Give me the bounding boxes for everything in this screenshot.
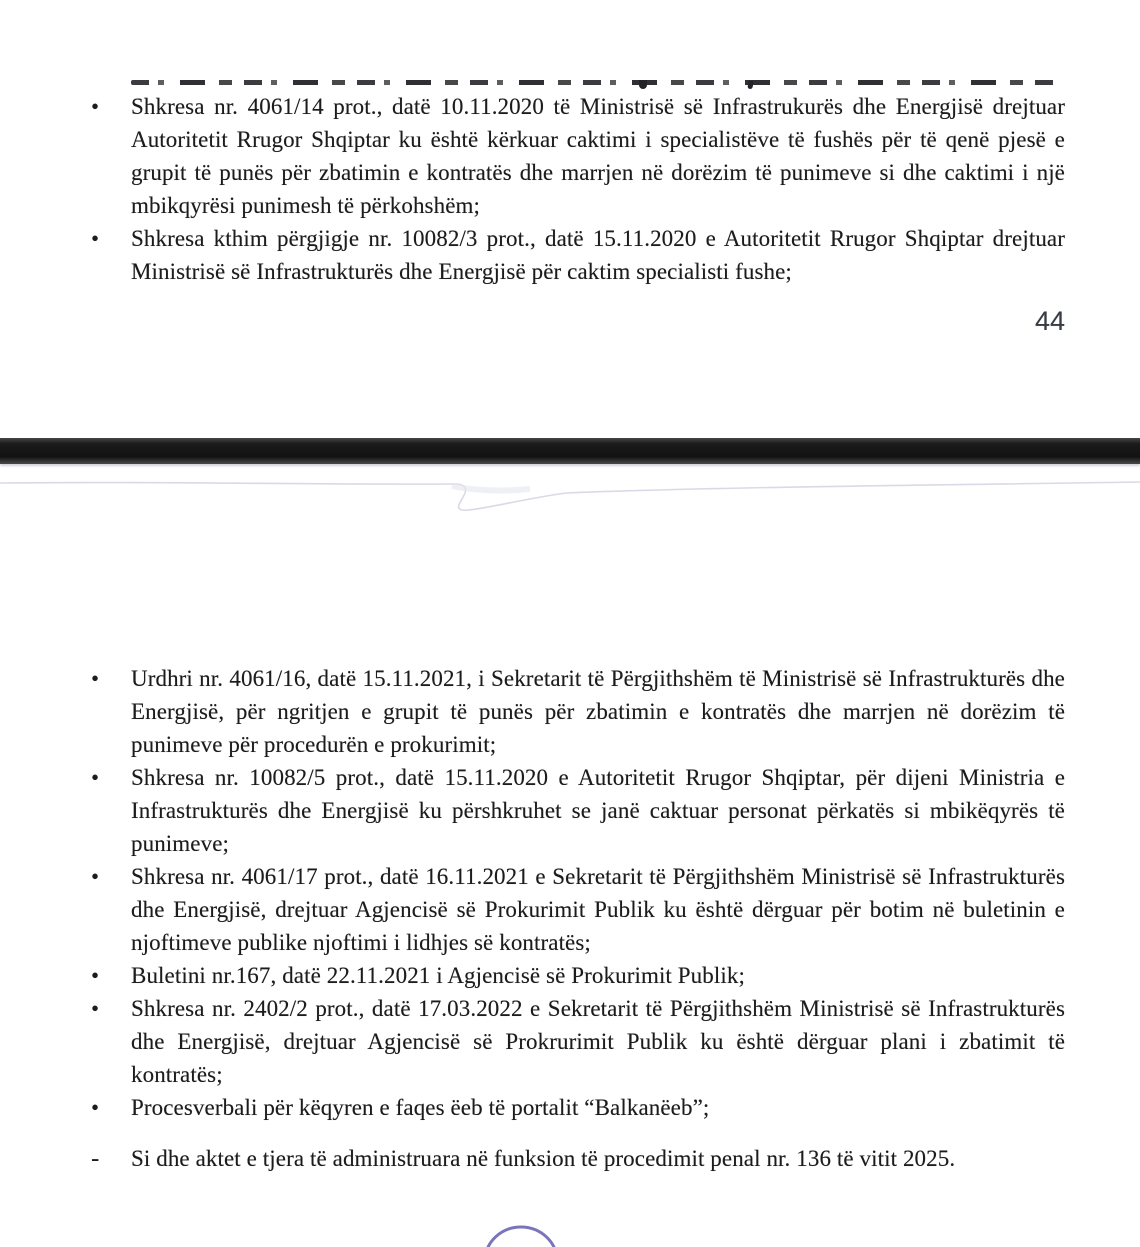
list-item (88, 860, 1065, 959)
bullet-marker: • (91, 666, 100, 691)
list-item-dash (88, 1142, 1065, 1175)
bullet-text: Shkresa nr. 10082/5 prot., datë 15.11.2020 e Autoritetit Rrugor Shqiptar, për dijeni Ministria e Infrastrukturës dhe Energjisë ku përshkruhet se janë caktuar personat përkatës si mbikëqyrës të punimeve; (131, 765, 1065, 856)
bullet-marker: • (91, 226, 100, 251)
bullet-text: Shkresa kthim përgjigje nr. 10082/3 prot., datë 15.11.2020 e Autoritetit Rrugor Shqiptar drejtuar Ministrisë së Infrastrukturës dhe Energjisë për caktim specialisti fushe; (131, 226, 1065, 284)
dash-text: Si dhe aktet e tjera të administruara në funksion të procedimit penal nr. 136 të vitit 2025. (131, 1146, 956, 1171)
bullet-marker: • (91, 94, 100, 119)
bullet-text: Procesverbali për këqyren e faqes ëeb të portalit “Balkanëeb”; (131, 1095, 710, 1120)
page-number: 44 (1034, 306, 1065, 336)
bullet-text: Shkresa nr. 2402/2 prot., datë 17.03.2022 e Sekretarit të Përgjithshëm Ministrisë së Infrastrukturës dhe Energjisë, drejtuar Agjencisë së Prokrurimit Publik ku është dërguar plani i zbatimit të kontratës; (131, 996, 1065, 1087)
list-item (88, 1091, 1065, 1124)
bullet-text: Urdhri nr. 4061/16, datë 15.11.2021, i Sekretarit të Përgjithshëm të Ministrisë së Infrastrukturës dhe Energjisë, për ngritjen e grupit të punës për zbatimin e kontratës dhe marrjen në dorëzim të punimeve për procedurën e prokurimit; (131, 666, 1065, 757)
bullet-marker: • (91, 765, 100, 790)
page2-bullet-list (88, 662, 1065, 1175)
list-item (88, 992, 1065, 1091)
page-separator-bar (0, 438, 1140, 464)
list-item (88, 222, 1065, 288)
bullet-text: Shkresa nr. 4061/17 prot., datë 16.11.2021 e Sekretarit të Përgjithshëm Ministrisë së Infrastrukturës dhe Energjisë, drejtuar Agjencisë së Prokurimit Publik ku është dërguar për botim në buletinin e njoftimeve publike njoftimi i lidhjes së kontratës; (131, 864, 1065, 955)
bullet-text: Buletini nr.167, datë 22.11.2021 i Agjencisë së Prokurimit Publik; (131, 963, 745, 988)
bullet-marker: • (91, 963, 100, 988)
bullet-text: Shkresa nr. 4061/14 prot., datë 10.11.2020 të Ministrisë së Infrastrukurës dhe Energjisë drejtuar Autoritetit Rrugor Shqiptar ku është kërkuar caktimi i specialistëve të fushës për të qenë pjesë e grupit të punës për zbatimin e kontratës dhe marrjen në dorëzim të punimeve si dhe caktimi i një mbikqyrësi punimesh të përkohshëm; (131, 94, 1065, 218)
dash-marker: - (91, 1145, 100, 1172)
list-item (88, 662, 1065, 761)
scan-crease-mark (0, 462, 1140, 522)
clipped-comma-mark (747, 81, 754, 90)
bullet-marker: • (91, 864, 100, 889)
pen-scribble-mark (0, 1215, 1140, 1247)
clipped-letter-descender (639, 80, 647, 89)
list-item (88, 959, 1065, 992)
clipped-text-strip (131, 80, 1056, 85)
page1-bullet-list (88, 90, 1065, 288)
list-item (88, 761, 1065, 860)
clipped-text-remnant (131, 80, 1056, 89)
bullet-marker: • (91, 996, 100, 1021)
list-item (88, 90, 1065, 222)
bullet-marker: • (91, 1095, 100, 1120)
